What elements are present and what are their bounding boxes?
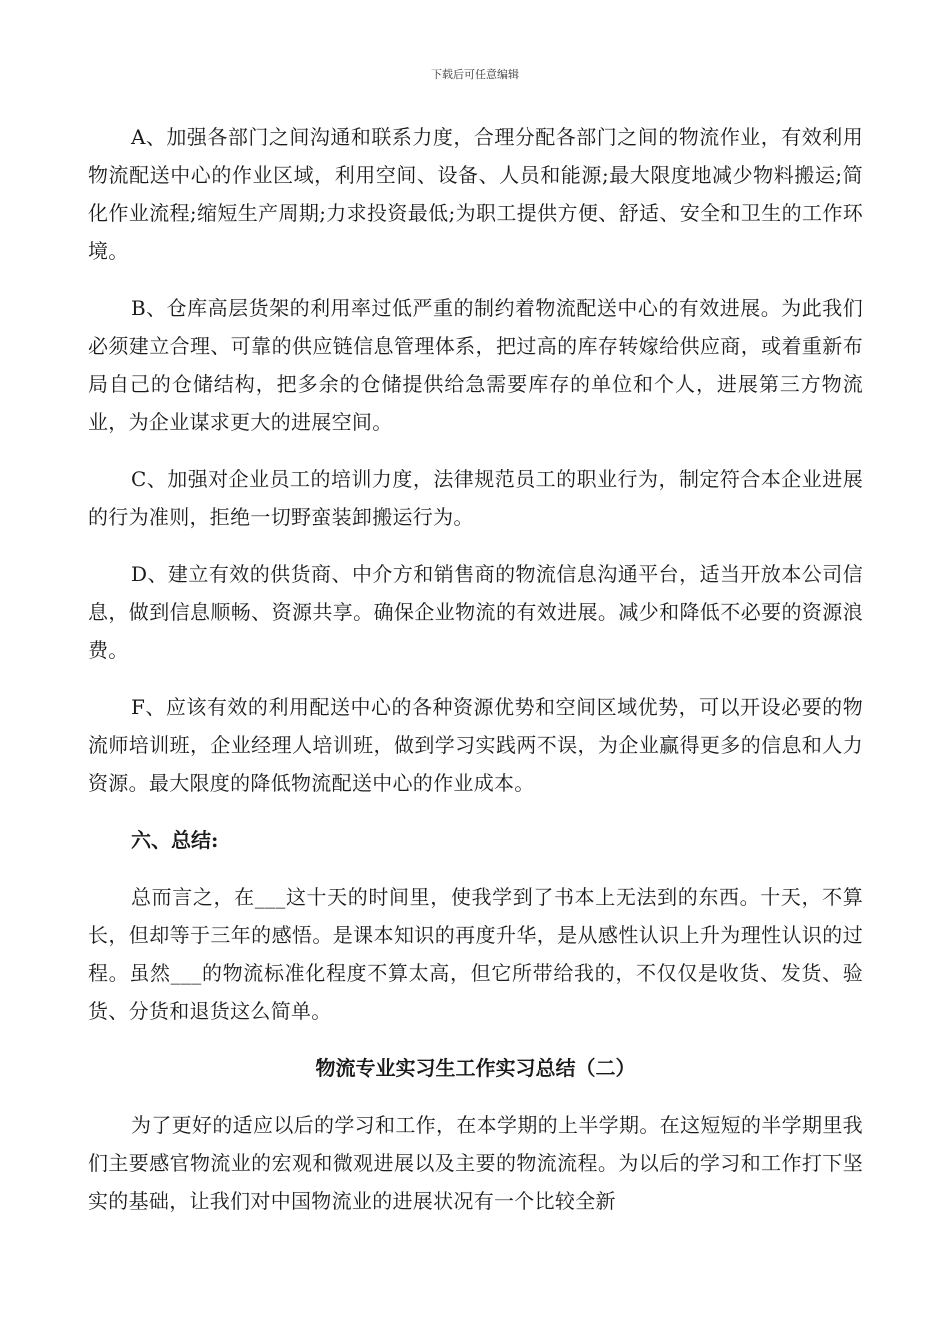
paragraph-d: D、建立有效的供货商、中介方和销售商的物流信息沟通平台，适当开放本公司信息，做到信息顺畅、资源共享。确保企业物流的有效进展。减少和降低不必要的资源浪费。 — [88, 562, 863, 662]
summary-paragraph: 总而言之，在___这十天的时间里，使我学到了书本上无法到的东西。十天，不算长，但却等于三年的感悟。是课本知识的再度升华，是从感性认识上升为理性认识的过程。虽然___的物流标准化程度不算太高，但它所带给我的，不仅仅是收货、发货、验货、分货和退货这么简单。 — [88, 885, 863, 1023]
intro-paragraph: 为了更好的适应以后的学习和工作，在本学期的上半学期。在这短短的半学期里我们主要感官物流业的宏观和微观进展以及主要的物流流程。为以后的学习和工作打下坚实的基础，让我们对中国物流业的进展状况有一个比较全新 — [88, 1113, 863, 1213]
paragraph-b: B、仓库高层货架的利用率过低严重的制约着物流配送中心的有效进展。为此我们必须建立合理、可靠的供应链信息管理体系，把过高的库存转嫁给供应商，或着重新布局自己的仓储结构，把多余的仓储提供给急需要库存的单位和个人，进展第三方物流业，为企业谋求更大的进展空间。 — [88, 296, 863, 434]
page-header: 下载后可任意编辑 — [431, 68, 519, 81]
paragraph-c: C、加强对企业员工的培训力度，法律规范员工的职业行为，制定符合本企业进展的行为准则，拒绝一切野蛮装卸搬运行为。 — [88, 467, 863, 529]
section-heading-summary: 六、总结: — [131, 828, 219, 852]
paragraph-f: F、应该有效的利用配送中心的各种资源优势和空间区域优势，可以开设必要的物流师培训班，企业经理人培训班，做到学习实践两不误，为企业赢得更多的信息和人力资源。最大限度的降低物流配送中心的作业成本。 — [88, 695, 863, 795]
document-body — [88, 118, 863, 1239]
document-title: 物流专业实习生工作实习总结（二） — [315, 1056, 636, 1080]
paragraph-a: A、加强各部门之间沟通和联系力度，合理分配各部门之间的物流作业，有效利用物流配送中心的作业区域，利用空间、设备、人员和能源;最大限度地减少物料搬运;简化作业流程;缩短生产周期;力求投资最低;为职工提供方便、舒适、安全和卫生的工作环境。 — [88, 125, 863, 263]
